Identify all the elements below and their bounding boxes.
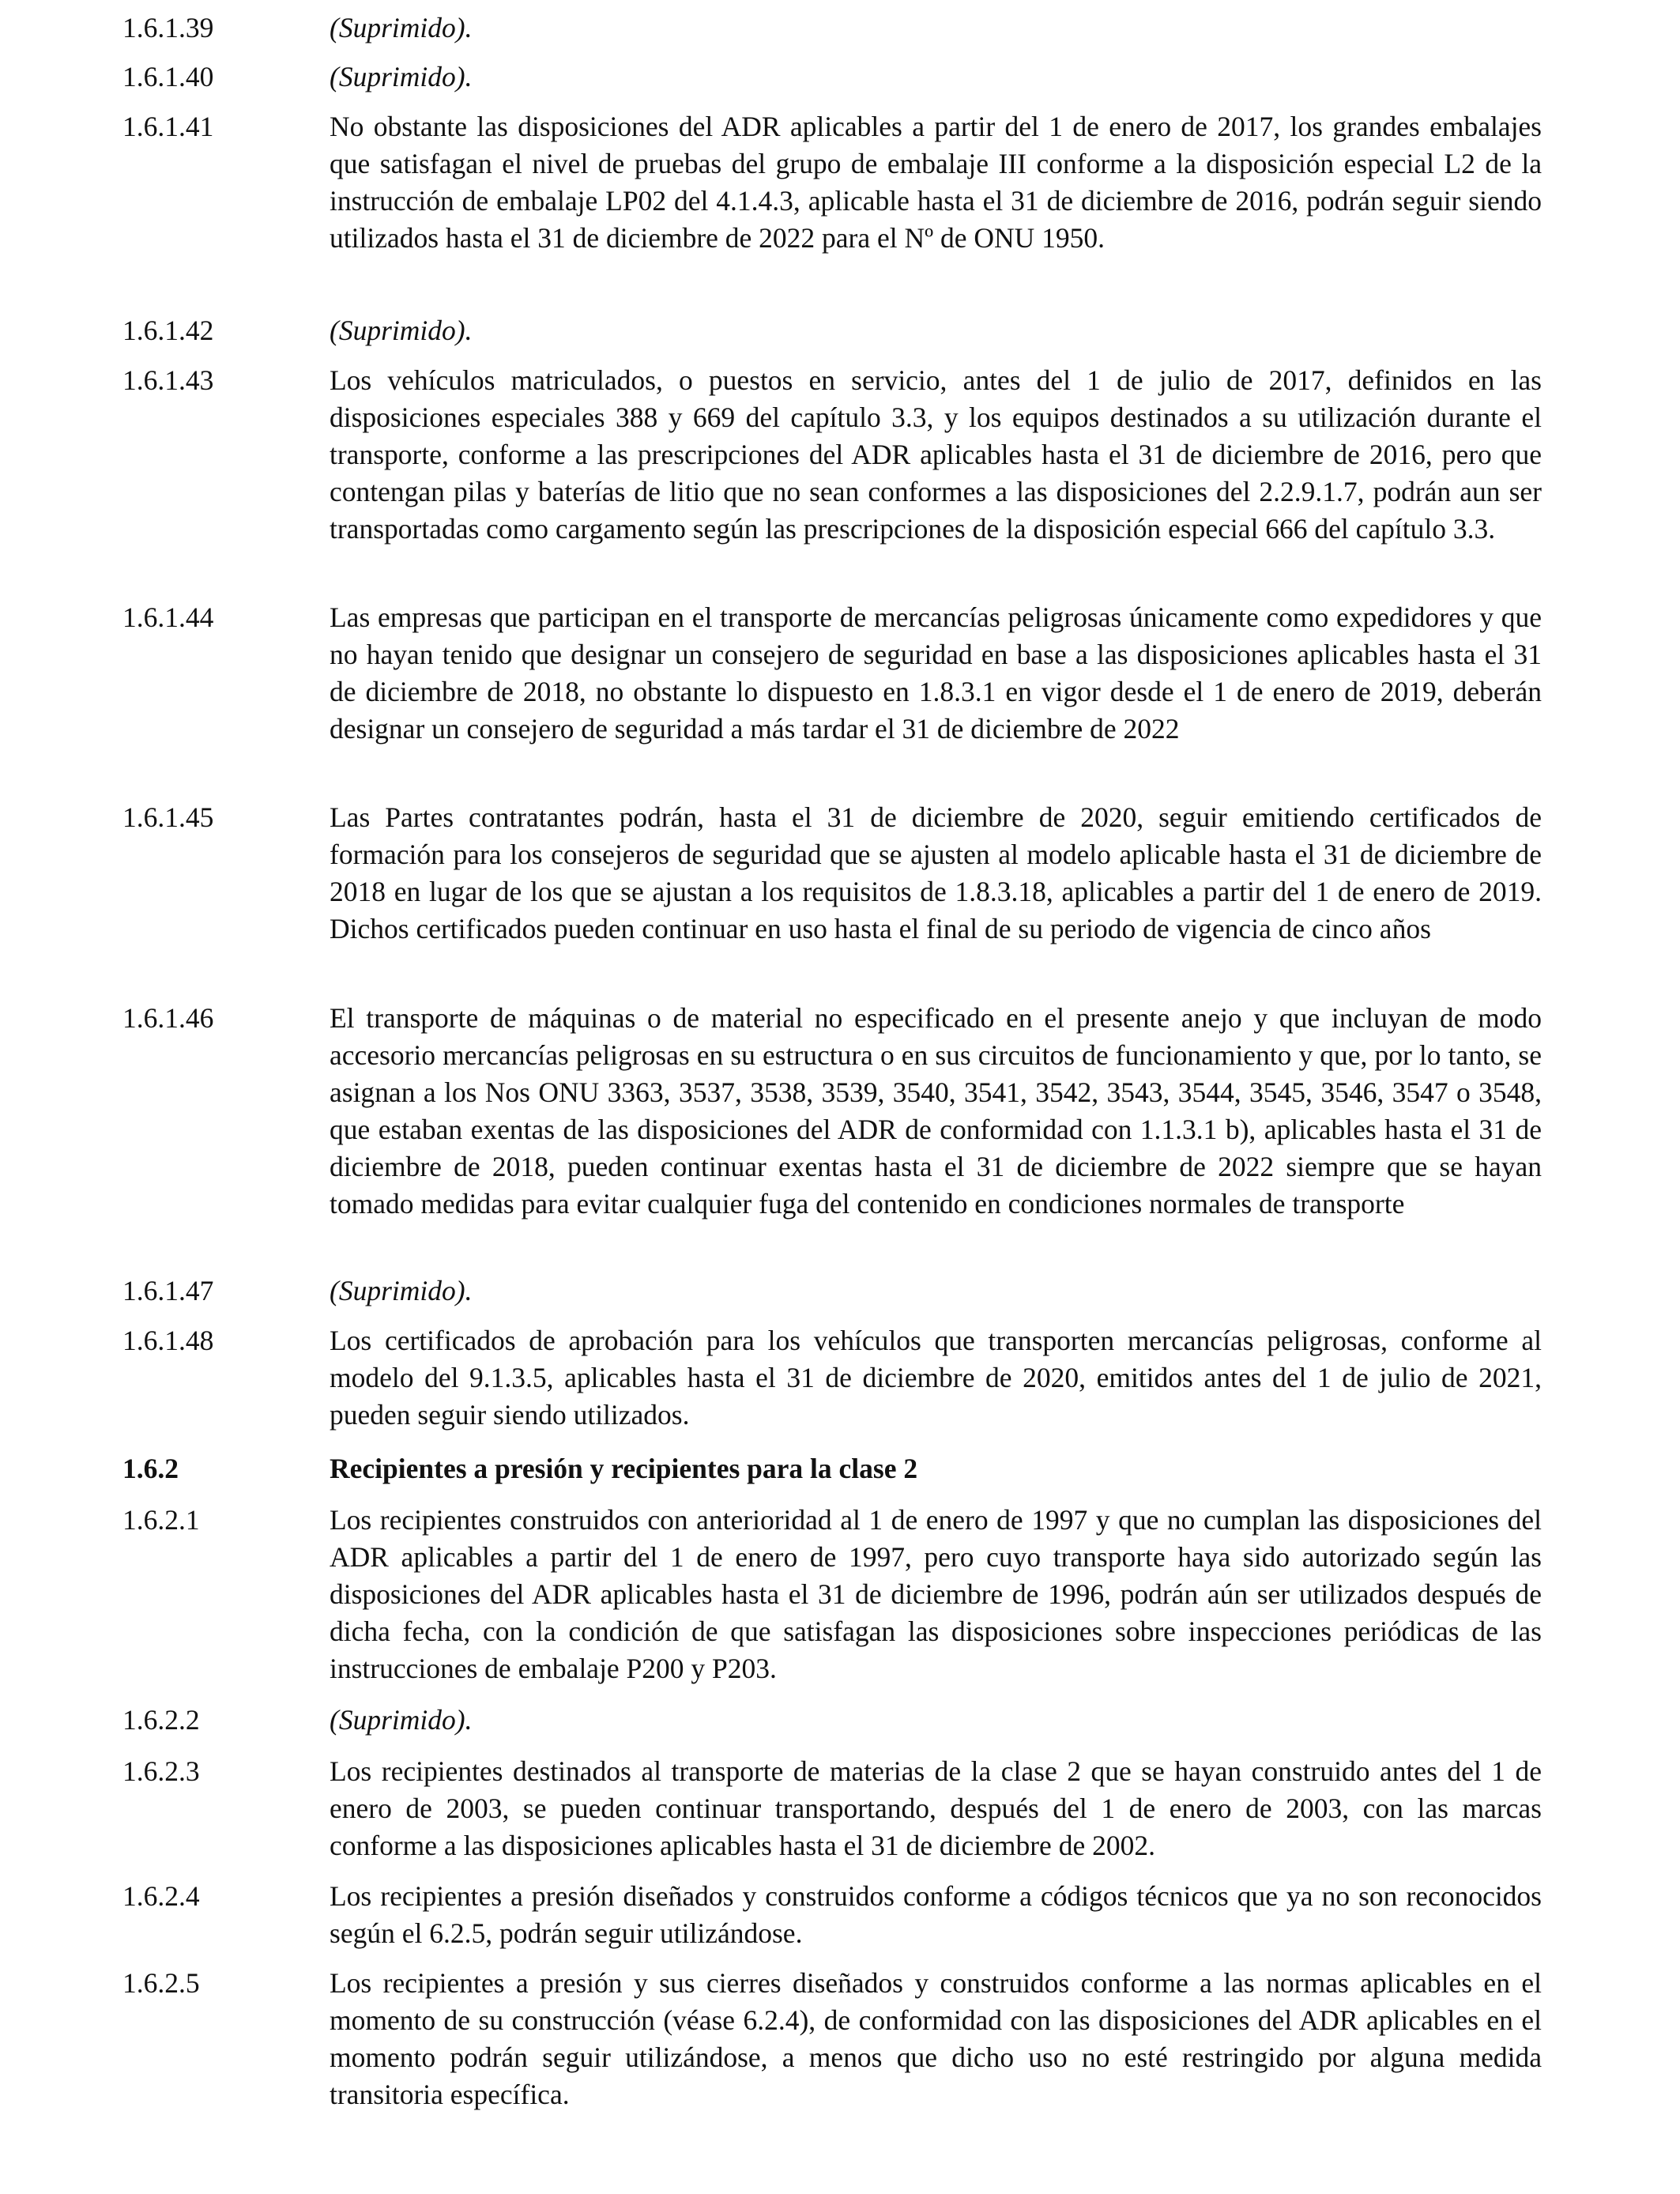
- entry-number: 1.6.1.45: [122, 801, 214, 833]
- entry-number: 1.6.2.1: [122, 1504, 200, 1536]
- entry-number: 1.6.1.47: [122, 1275, 214, 1306]
- entry-number: 1.6.1.43: [122, 364, 214, 396]
- section-title: Recipientes a presión y recipientes para la clase 2: [330, 1453, 918, 1484]
- entry-text: (Suprimido).: [330, 1275, 473, 1306]
- entry-text: El transporte de máquinas o de material no especificado en el presente anejo y que incluyan de modo accesorio mercancías peligrosas en su estructura o en sus circuitos de funcionamiento y que, por lo tanto, se asignan a los Nos ONU 3363, 3537, 3538, 3539, 3540, 3541, 3542, 3543, 3544, 3545, 3546, 3547 o 3548, que estaban exentas de las disposiciones del ADR de conformidad con 1.1.3.1 b), aplicables hasta el 31 de diciembre de 2018, pueden continuar exentas hasta el 31 de diciembre de 2022 siempre que se hayan tomado medidas para evitar cualquier fuga del contenido en condiciones normales de transporte: [330, 1002, 1542, 1220]
- entry-text: (Suprimido).: [330, 61, 473, 92]
- entry-text: (Suprimido).: [330, 12, 473, 43]
- entry-text: Los recipientes destinados al transporte de materias de la clase 2 que se hayan construido antes del 1 de enero de 2003, se pueden continuar transportando, después del 1 de enero de 2003, con las marcas conforme a las disposiciones aplicables hasta el 31 de diciembre de 2002.: [330, 1755, 1542, 1861]
- entry-number: 1.6.2.2: [122, 1704, 200, 1736]
- entry-text: (Suprimido).: [330, 1704, 473, 1736]
- entry-text: Los vehículos matriculados, o puestos en servicio, antes del 1 de julio de 2017, definidos en las disposiciones especiales 388 y 669 del capítulo 3.3, y los equipos destinados a su utilización durante el transporte, conforme a las prescripciones del ADR aplicables hasta el 31 de diciembre de 2016, pero que contengan pilas y baterías de litio que no sean conformes a las disposiciones del 2.2.9.1.7, podrán aun ser transportadas como cargamento según las prescripciones de la disposición especial 666 del capítulo 3.3.: [330, 364, 1542, 545]
- entry-number: 1.6.1.41: [122, 111, 214, 142]
- entry-text: No obstante las disposiciones del ADR aplicables a partir del 1 de enero de 2017, los grandes embalajes que satisfagan el nivel de pruebas del grupo de embalaje III conforme a la disposición especial L2 de la instrucción de embalaje LP02 del 4.1.4.3, aplicable hasta el 31 de diciembre de 2016, podrán seguir siendo utilizados hasta el 31 de diciembre de 2022 para el Nº de ONU 1950.: [330, 111, 1542, 254]
- entry-number: 1.6.1.42: [122, 315, 214, 346]
- entry-number: 1.6.1.40: [122, 61, 214, 92]
- entry-text: Los certificados de aprobación para los vehículos que transporten mercancías peligrosas, conforme al modelo del 9.1.3.5, aplicables hasta el 31 de diciembre de 2020, emitidos antes del 1 de julio de 2021, pueden seguir siendo utilizados.: [330, 1325, 1542, 1431]
- entry-text: Los recipientes a presión diseñados y construidos conforme a códigos técnicos que ya no son reconocidos según el 6.2.5, podrán seguir utilizándose.: [330, 1880, 1542, 1949]
- entry-text: (Suprimido).: [330, 315, 473, 346]
- entry-number: 1.6.1.48: [122, 1325, 214, 1356]
- entry-number: 1.6.1.46: [122, 1002, 214, 1034]
- entry-number: 1.6.1.39: [122, 12, 214, 43]
- entry-number: 1.6.2.4: [122, 1880, 200, 1912]
- entry-text: Los recipientes a presión y sus cierres diseñados y construidos conforme a las normas aplicables en el momento de su construcción (véase 6.2.4), de conformidad con las disposiciones del ADR aplicables en el momento podrán seguir utilizándose, a menos que dicho uso no esté restringido por alguna medida transitoria específica.: [330, 1967, 1542, 2110]
- entry-number: 1.6.2.5: [122, 1967, 200, 1999]
- entry-text: Las Partes contratantes podrán, hasta el 31 de diciembre de 2020, seguir emitiendo certificados de formación para los consejeros de seguridad que se ajusten al modelo aplicable hasta el 31 de diciembre de 2018 en lugar de los que se ajustan a los requisitos de 1.8.3.18, aplicables a partir del 1 de enero de 2019. Dichos certificados pueden continuar en uso hasta el final de su periodo de vigencia de cinco años: [330, 801, 1542, 944]
- entry-text: Las empresas que participan en el transporte de mercancías peligrosas únicamente como expedidores y que no hayan tenido que designar un consejero de seguridad en base a las disposiciones aplicables hasta el 31 de diciembre de 2018, no obstante lo dispuesto en 1.8.3.1 en vigor desde el 1 de enero de 2019, deberán designar un consejero de seguridad a más tardar el 31 de diciembre de 2022: [330, 601, 1542, 745]
- section-number: 1.6.2: [122, 1453, 179, 1484]
- entry-number: 1.6.1.44: [122, 601, 214, 633]
- entry-text: Los recipientes construidos con anterioridad al 1 de enero de 1997 y que no cumplan las disposiciones del ADR aplicables a partir del 1 de enero de 1997, pero cuyo transporte haya sido autorizado según las disposiciones del ADR aplicables hasta el 31 de diciembre de 1996, podrán aún ser utilizados después de dicha fecha, con la condición de que satisfagan las disposiciones sobre inspecciones periódicas de las instrucciones de embalaje P200 y P203.: [330, 1504, 1542, 1684]
- entry-number: 1.6.2.3: [122, 1755, 200, 1787]
